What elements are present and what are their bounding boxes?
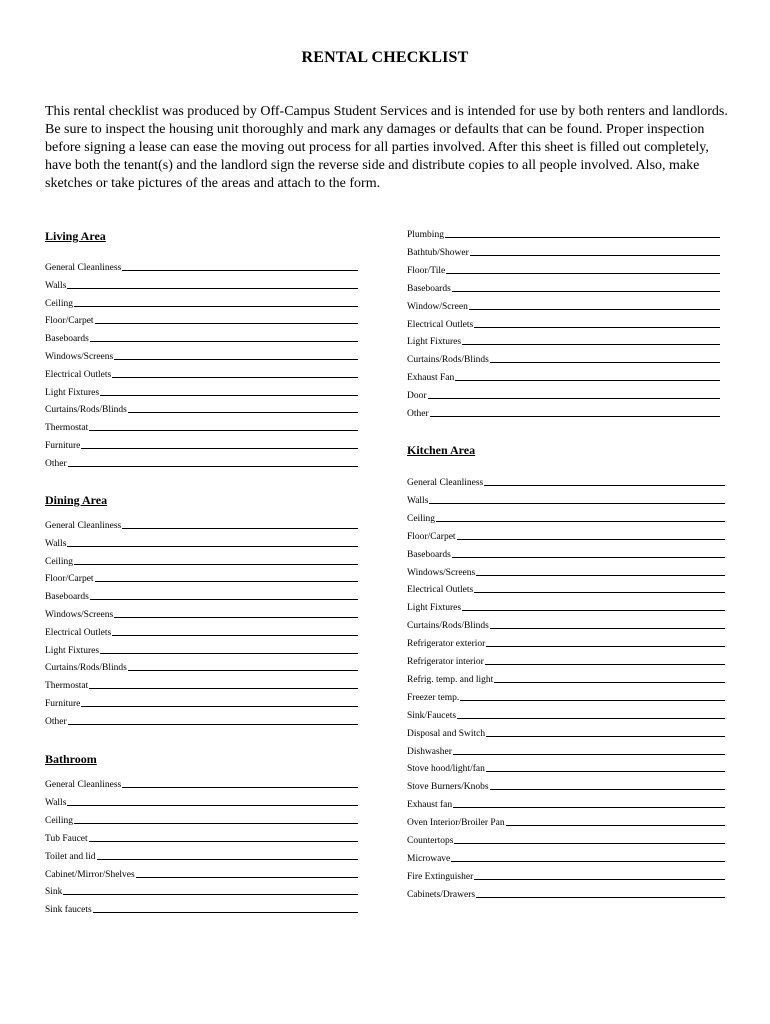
kitchen-item-answer-line[interactable] [457, 718, 725, 719]
kitchen-item-label: Baseboards [407, 549, 451, 560]
dining-item-label: Furniture [45, 699, 81, 709]
bathroom-item-row [407, 351, 720, 365]
bathroom-item-label: Baseboards [407, 283, 451, 294]
bathroom-item-label: Bathtub/Shower [407, 247, 469, 258]
bathroom-item-answer-line[interactable] [97, 859, 358, 860]
dining-item-row [45, 588, 358, 602]
bathroom-item-label: Sink faucets [45, 905, 92, 916]
dining-item-row [45, 553, 358, 567]
dining-item-answer-line[interactable] [128, 670, 358, 671]
bathroom-item-row [45, 848, 358, 862]
living-item-label: Furniture [45, 441, 81, 451]
bathroom-item-answer-line[interactable] [474, 327, 720, 328]
dining-area-heading: Dining Area [45, 493, 108, 507]
kitchen-item-row [407, 760, 725, 774]
kitchen-item-label: General Cleanliness [407, 478, 484, 488]
bathroom-item-row [45, 776, 358, 790]
living-item-row [45, 366, 358, 380]
kitchen-item-label: Exhaust fan [407, 800, 453, 811]
living-item-answer-line[interactable] [90, 341, 358, 342]
kitchen-item-answer-line[interactable] [490, 789, 725, 790]
kitchen-item-row [407, 743, 725, 757]
dining-item-answer-line[interactable] [89, 688, 358, 689]
dining-item-row [45, 713, 358, 727]
dining-item-label: General Cleanliness [45, 521, 122, 531]
kitchen-item-label: Sink/Faucets [407, 710, 457, 721]
bathroom-item-row [407, 333, 720, 347]
kitchen-item-row [407, 546, 725, 560]
kitchen-item-row [407, 778, 725, 792]
dining-item-answer-line[interactable] [74, 564, 358, 565]
kitchen-item-label: Fire Extinguisher [407, 871, 474, 882]
bathroom-item-row [407, 316, 720, 330]
dining-item-label: Thermostat [45, 681, 89, 692]
bathroom-item-label: Light Fixtures [407, 337, 462, 348]
bathroom-item-row [45, 883, 358, 897]
bathroom-item-row [45, 830, 358, 844]
kitchen-item-label: Microwave [407, 853, 451, 864]
bathroom-item-answer-line[interactable] [428, 398, 720, 399]
bathroom-item-answer-line[interactable] [93, 912, 358, 913]
kitchen-item-label: Countertops [407, 836, 454, 846]
living-item-answer-line[interactable] [68, 466, 358, 467]
living-item-label: Ceiling [45, 298, 73, 309]
dining-item-answer-line[interactable] [68, 724, 358, 725]
dining-item-row [45, 535, 358, 549]
living-item-label: Floor/Carpet [45, 316, 94, 327]
bathroom-heading: Bathroom [45, 752, 97, 766]
living-item-answer-line[interactable] [112, 377, 358, 378]
bathroom-item-label: Walls [45, 797, 67, 808]
dining-item-answer-line[interactable] [90, 599, 358, 600]
kitchen-item-label: Freezer temp. [407, 692, 460, 703]
kitchen-item-label: Curtains/Rods/Blinds [407, 621, 489, 632]
kitchen-item-answer-line[interactable] [506, 825, 725, 826]
dining-item-row [45, 606, 358, 620]
kitchen-area-heading: Kitchen Area [407, 443, 476, 457]
living-item-row [45, 401, 358, 415]
kitchen-item-answer-line[interactable] [484, 485, 725, 486]
kitchen-item-row [407, 510, 725, 524]
living-item-row [45, 348, 358, 362]
kitchen-item-label: Ceiling [407, 513, 435, 524]
living-item-answer-line[interactable] [128, 412, 358, 413]
bathroom-item-label: Floor/Tile [407, 265, 446, 276]
kitchen-item-row [407, 474, 725, 488]
kitchen-item-answer-line[interactable] [486, 771, 725, 772]
bathroom-item-answer-line[interactable] [445, 237, 720, 238]
living-area-heading: Living Area [45, 229, 106, 243]
bathroom-item-answer-line[interactable] [89, 841, 358, 842]
dining-item-answer-line[interactable] [81, 706, 358, 707]
living-item-row [45, 259, 358, 273]
bathroom-item-label: Curtains/Rods/Blinds [407, 355, 489, 366]
living-item-row [45, 330, 358, 344]
bathroom-item-label: Door [407, 391, 427, 402]
living-item-row [45, 384, 358, 398]
living-item-row [45, 277, 358, 291]
kitchen-item-answer-line[interactable] [453, 754, 725, 755]
kitchen-item-row [407, 653, 725, 667]
kitchen-item-answer-line[interactable] [476, 575, 725, 576]
kitchen-item-label: Windows/Screens [407, 567, 476, 578]
living-item-row [45, 419, 358, 433]
dining-item-label: Electrical Outlets [45, 627, 112, 638]
bathroom-item-row [407, 226, 720, 240]
kitchen-item-row [407, 492, 725, 506]
bathroom-item-answer-line[interactable] [446, 273, 720, 274]
kitchen-item-answer-line[interactable] [457, 539, 725, 540]
dining-item-answer-line[interactable] [122, 528, 358, 529]
kitchen-item-row [407, 832, 725, 846]
kitchen-item-answer-line[interactable] [462, 610, 725, 611]
living-item-label: Light Fixtures [45, 387, 100, 398]
bathroom-item-row [407, 244, 720, 258]
kitchen-item-answer-line[interactable] [486, 736, 725, 737]
bathroom-item-answer-line[interactable] [136, 877, 358, 878]
kitchen-item-answer-line[interactable] [490, 628, 725, 629]
bathroom-item-answer-line[interactable] [455, 380, 720, 381]
kitchen-item-label: Stove Burners/Knobs [407, 782, 489, 793]
bathroom-item-label: Exhaust Fan [407, 373, 455, 384]
dining-item-label: Floor/Carpet [45, 574, 94, 585]
kitchen-item-label: Cabinets/Drawers [407, 889, 476, 900]
living-item-answer-line[interactable] [89, 430, 358, 431]
bathroom-item-answer-line[interactable] [67, 805, 358, 806]
dining-item-row [45, 695, 358, 709]
dining-item-answer-line[interactable] [100, 653, 358, 654]
bathroom-item-label: Tub Faucet [45, 833, 88, 844]
kitchen-item-answer-line[interactable] [494, 682, 725, 683]
bathroom-item-answer-line[interactable] [430, 416, 720, 417]
kitchen-item-row [407, 581, 725, 595]
living-item-label: Other [45, 458, 67, 469]
bathroom-item-answer-line[interactable] [63, 894, 358, 895]
dining-item-row [45, 517, 358, 531]
dining-item-answer-line[interactable] [67, 546, 358, 547]
kitchen-item-label: Refrig. temp. and light [407, 674, 494, 685]
kitchen-item-label: Light Fixtures [407, 603, 462, 614]
kitchen-item-label: Electrical Outlets [407, 585, 474, 596]
bathroom-item-label: Cabinet/Mirror/Shelves [45, 869, 135, 880]
bathroom-item-answer-line[interactable] [490, 362, 720, 363]
kitchen-item-row [407, 868, 725, 882]
living-item-label: Curtains/Rods/Blinds [45, 405, 127, 416]
living-item-answer-line[interactable] [81, 448, 358, 449]
kitchen-item-row [407, 599, 725, 613]
living-item-row [45, 295, 358, 309]
kitchen-item-row [407, 635, 725, 649]
bathroom-item-label: Plumbing [407, 230, 444, 240]
kitchen-item-row [407, 617, 725, 631]
kitchen-item-label: Oven Interior/Broiler Pan [407, 818, 505, 829]
dining-item-row [45, 677, 358, 691]
kitchen-item-answer-line[interactable] [452, 557, 725, 558]
kitchen-item-row [407, 850, 725, 864]
bathroom-item-label: Electrical Outlets [407, 319, 474, 330]
kitchen-item-label: Floor/Carpet [407, 531, 456, 542]
bathroom-item-row [407, 387, 720, 401]
dining-item-label: Baseboards [45, 592, 89, 603]
bathroom-item-row [45, 794, 358, 808]
bathroom-item-answer-line[interactable] [122, 787, 358, 788]
kitchen-item-answer-line[interactable] [453, 807, 725, 808]
bathroom-item-row [45, 866, 358, 880]
bathroom-item-row [407, 298, 720, 312]
kitchen-item-label: Walls [407, 495, 429, 506]
bathroom-item-label: Ceiling [45, 815, 73, 826]
dining-item-label: Ceiling [45, 556, 73, 567]
dining-item-answer-line[interactable] [112, 635, 358, 636]
living-item-answer-line[interactable] [100, 395, 358, 396]
bathroom-item-row [407, 405, 720, 419]
living-item-row [45, 437, 358, 451]
bathroom-item-row [407, 262, 720, 276]
kitchen-item-row [407, 707, 725, 721]
kitchen-item-answer-line[interactable] [454, 843, 725, 844]
kitchen-item-answer-line[interactable] [460, 700, 725, 701]
dining-item-label: Other [45, 716, 67, 727]
intro-paragraph: This rental checklist was produced by Off-Campus Student Services and is intended for use by both renters and landlords. Be sure to inspect the housing unit thoroughly and mark any damages or defaults that can be found. Proper inspection before signing a lease can ease the moving out process for all parties involved. After this sheet is filled out completely, have both the tenant(s) and the landlord sign the reverse side and distribute copies to all people involved. Also, make sketches or take pictures of the areas and attach to the form. [45, 104, 728, 191]
living-item-answer-line[interactable] [114, 359, 358, 360]
kitchen-item-answer-line[interactable] [429, 503, 725, 504]
bathroom-item-row [45, 812, 358, 826]
living-item-answer-line[interactable] [122, 270, 358, 271]
living-item-answer-line[interactable] [67, 288, 358, 289]
kitchen-item-label: Refrigerator exterior [407, 639, 486, 650]
living-item-answer-line[interactable] [74, 306, 358, 307]
dining-item-row [45, 570, 358, 584]
kitchen-item-row [407, 671, 725, 685]
kitchen-item-label: Disposal and Switch [407, 728, 486, 739]
dining-item-answer-line[interactable] [95, 581, 358, 582]
kitchen-item-answer-line[interactable] [436, 521, 725, 522]
bathroom-item-answer-line[interactable] [74, 823, 358, 824]
kitchen-item-row [407, 886, 725, 900]
dining-item-label: Curtains/Rods/Blinds [45, 663, 127, 674]
kitchen-item-label: Refrigerator interior [407, 657, 484, 667]
living-item-answer-line[interactable] [95, 323, 358, 324]
kitchen-item-answer-line[interactable] [476, 897, 725, 898]
dining-item-row [45, 659, 358, 673]
dining-item-label: Windows/Screens [45, 610, 114, 620]
kitchen-item-answer-line[interactable] [474, 879, 725, 880]
bathroom-item-answer-line[interactable] [469, 309, 720, 310]
dining-item-answer-line[interactable] [114, 617, 358, 618]
bathroom-item-label: Other [407, 409, 429, 419]
living-item-row [45, 455, 358, 469]
bathroom-item-label: Toilet and lid [45, 851, 96, 862]
page-title: RENTAL CHECKLIST [301, 49, 469, 66]
bathroom-item-answer-line[interactable] [452, 291, 720, 292]
bathroom-item-row [407, 369, 720, 383]
bathroom-item-label: Sink [45, 887, 63, 898]
bathroom-item-answer-line[interactable] [470, 255, 720, 256]
bathroom-item-row [45, 901, 358, 915]
dining-item-row [45, 624, 358, 638]
kitchen-item-row [407, 814, 725, 828]
living-item-label: Baseboards [45, 334, 89, 345]
living-item-label: Windows/Screens [45, 352, 114, 362]
kitchen-item-answer-line[interactable] [474, 592, 725, 593]
living-item-label: Walls [45, 280, 67, 291]
living-item-row [45, 312, 358, 326]
bathroom-item-answer-line[interactable] [462, 344, 720, 345]
living-item-label: General Cleanliness [45, 263, 122, 273]
kitchen-item-answer-line[interactable] [485, 664, 725, 665]
kitchen-item-row [407, 796, 725, 810]
dining-item-label: Walls [45, 538, 67, 549]
kitchen-item-label: Stove hood/light/fan [407, 764, 485, 775]
living-item-label: Thermostat [45, 423, 89, 434]
living-item-label: Electrical Outlets [45, 369, 112, 380]
kitchen-item-answer-line[interactable] [486, 646, 725, 647]
kitchen-item-label: Dishwasher [407, 746, 452, 757]
kitchen-item-row [407, 725, 725, 739]
bathroom-item-label: Window/Screen [407, 301, 468, 312]
bathroom-item-label: General Cleanliness [45, 780, 122, 790]
kitchen-item-row [407, 528, 725, 542]
kitchen-item-answer-line[interactable] [451, 861, 725, 862]
kitchen-item-row [407, 564, 725, 578]
dining-item-row [45, 642, 358, 656]
kitchen-item-row [407, 689, 725, 703]
bathroom-item-row [407, 280, 720, 294]
dining-item-label: Light Fixtures [45, 645, 100, 656]
